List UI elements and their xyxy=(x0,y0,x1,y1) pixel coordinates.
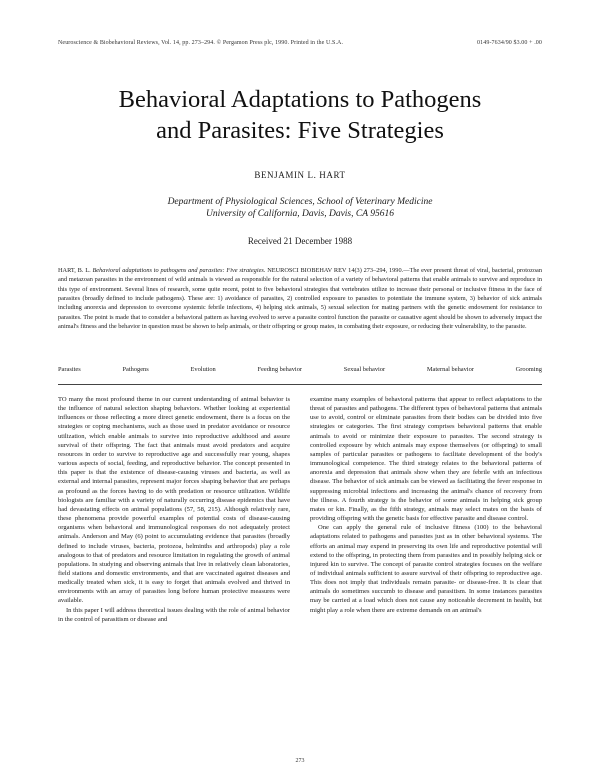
abstract-body: —The ever present threat of viral, bacterial, protozoan and metazoan parasites in the environment of wild animals is viewed as responsible for the natural selection of a variety of behavioral patterns that enable animals to survive and reproduce in this type of environment. Several lines of research, some quite recent, point to five behavioral strategies that vertebrates utilize to increase their personal or inclusive fitness in the face of parasites (broadly defined to include pathogens). These are: 1) avoidance of parasites, 2) controlled exposure to parasites to potentiate the immune system, 3) behavior of sick animals including anorexia and depression to overcome systemic febrile infections, 4) helping sick animals, 5) sexual selection for mating partners with the genetic endowment for resistance to parasites. The point is made that to consider a behavioral pattern as having evolved to serve a parasite control function the parasite or causative agent should be shown to adversely impact the animal's fitness and the behavior in question must be shown to help animals, or their offspring or group mates, in combating their exposure, or reducing their vulnerability, to the parasite. xyxy=(58,267,542,331)
abstract-citation-journal: NEUROSCI BIOBEHAV REV 14(3) 273–294, 1990. xyxy=(267,267,404,274)
body-paragraph: One can apply the general rule of inclusive fitness (100) to the behavioral adaptations related to pathogens and parasites just as in other behavioral systems. The efforts an animal may expend in preserving its own life and reproductive potential will extend to the offspring, in protecting them from parasites and in possibly helping sick or injured kin to survive. The concept of parasite control strategies focuses on the welfare of individual animals sufficient to assure survival of their offspring to reproductive age. This does not imply that individuals remain parasite- or disease-free. It is clear that animals do sometimes succumb to disease and parasitism. In some instances parasites may be carried at a load which does not cause any noticeable decrement in health, but might play a role when there are extreme demands on an animal's xyxy=(310,524,542,614)
keyword: Grooming xyxy=(515,366,542,373)
body-column-right xyxy=(310,395,542,615)
keyword: Parasites xyxy=(58,366,81,373)
article-title xyxy=(0,84,600,146)
keyword: Maternal behavior xyxy=(426,366,474,373)
keyword: Feeding behavior xyxy=(257,366,303,373)
keyword: Sexual behavior xyxy=(343,366,386,373)
page-number: 273 xyxy=(295,758,305,764)
abstract-citation-title: Behavioral adaptations to pathogens and parasites: Five strategies. xyxy=(92,267,266,274)
affiliation-line-2: University of California, Davis, Davis, CA 95616 xyxy=(206,209,394,219)
abstract-citation-lead: HART, B. L. xyxy=(58,267,91,274)
body-paragraph: TO many the most profound theme in our current understanding of animal behavior is the influence of natural selection shaping behaviors. Whether looking at experiential influences or those reflecting a more direct genetic endowment, there is a focus on the strategies or coping mechanisms, such as those used in predator avoidance or resource utilization, which enable animals to survive into reproductive adulthood and assure survival of their offspring. The fact that animals must avoid predators and acquire resources in order to survive to reproductive age and successfully rear young, shapes various aspects of social, feeding, and reproductive behavior. The concept presented in this paper is that the existence of disease-causing viruses and bacteria, as well as external and internal parasites, represent major forces shaping behavior that are perhaps as profound as the forces having to do with predation or resource utilization. Wildlife biologists are familiar with a variety of naturally occurring disease epidemics that have had devastating effects on animal populations (57, 58, 215). Although relatively rare, these phenomena provide powerful examples of potential costs of disease-causing organisms when behavioral and immunological responses do not adequately protect animals. Anderson and May (6) point to accumulating evidence that parasites (broadly defined to include viruses, bacteria, protozoa, helminths and arthropods) play a role analogous to that of predators and resource limitation in regulating the growth of animal populations. In studying and observing animals that live in relatively clean laboratories, field stations and domestic environments, and that are vaccinated against diseases and medically treated when sick, it is easy to forget that animals evolved and thrived in environments with an array of parasites long before human protective measures were available. xyxy=(58,396,290,605)
received-date: Received 21 December 1988 xyxy=(247,236,353,246)
author-name: BENJAMIN L. HART xyxy=(254,170,346,180)
keyword: Evolution xyxy=(190,366,216,373)
keywords xyxy=(58,366,542,373)
title-line-2: and Parasites: Five Strategies xyxy=(156,117,444,144)
body-paragraph: examine many examples of behavioral patterns that appear to reflect adaptations to the threat of parasites and pathogens. The different types of behavioral patterns that animals use to avoid, control or eliminate parasites from their bodies can be divided into five strategies or categories. The first strategy comprises behavioral patterns that enable animals to avoid or minimize their exposure to parasites. The second strategy is controlled exposure by which animals may expose themselves (or offspring) to small samples of particular parasites or pathogens to facilitate development of the body's immunological competence. The third strategy relates to the behavioral patterns of anorexia and depression that animals show when they are febrile with an infectious disease. The behavior of sick animals can be viewed as facilitating the fever response in suppressing microbial infections and increasing the animal's chance of recovery from the illness. A fourth strategy is the behavior of some animals in helping sick group mates or kin. Finally, as the fifth strategy, animals may select mates on the basis of providing offspring with the genetic basis for effective parasite and disease control. xyxy=(310,396,542,523)
keyword: Pathogens xyxy=(122,366,149,373)
affiliation-line-1: Department of Physiological Sciences, School of Veterinary Medicine xyxy=(167,197,433,207)
body-paragraph: In this paper I will address theoretical issues dealing with the role of animal behavior in the control of parasitism or disease and xyxy=(58,606,290,623)
title-line-1: Behavioral Adaptations to Pathogens xyxy=(118,86,482,113)
journal-citation: Neuroscience & Biobehavioral Reviews, Vol. 14, pp. 273–294. © Pergamon Press plc, 1990. Printed in the U.S.A. xyxy=(58,40,344,46)
section-divider xyxy=(58,384,542,385)
body-column-left xyxy=(58,395,290,624)
article-code: 0149-7634/90 $3.00 + .00 xyxy=(477,40,542,46)
abstract xyxy=(58,266,542,331)
affiliation xyxy=(0,196,600,220)
running-head xyxy=(58,40,542,46)
